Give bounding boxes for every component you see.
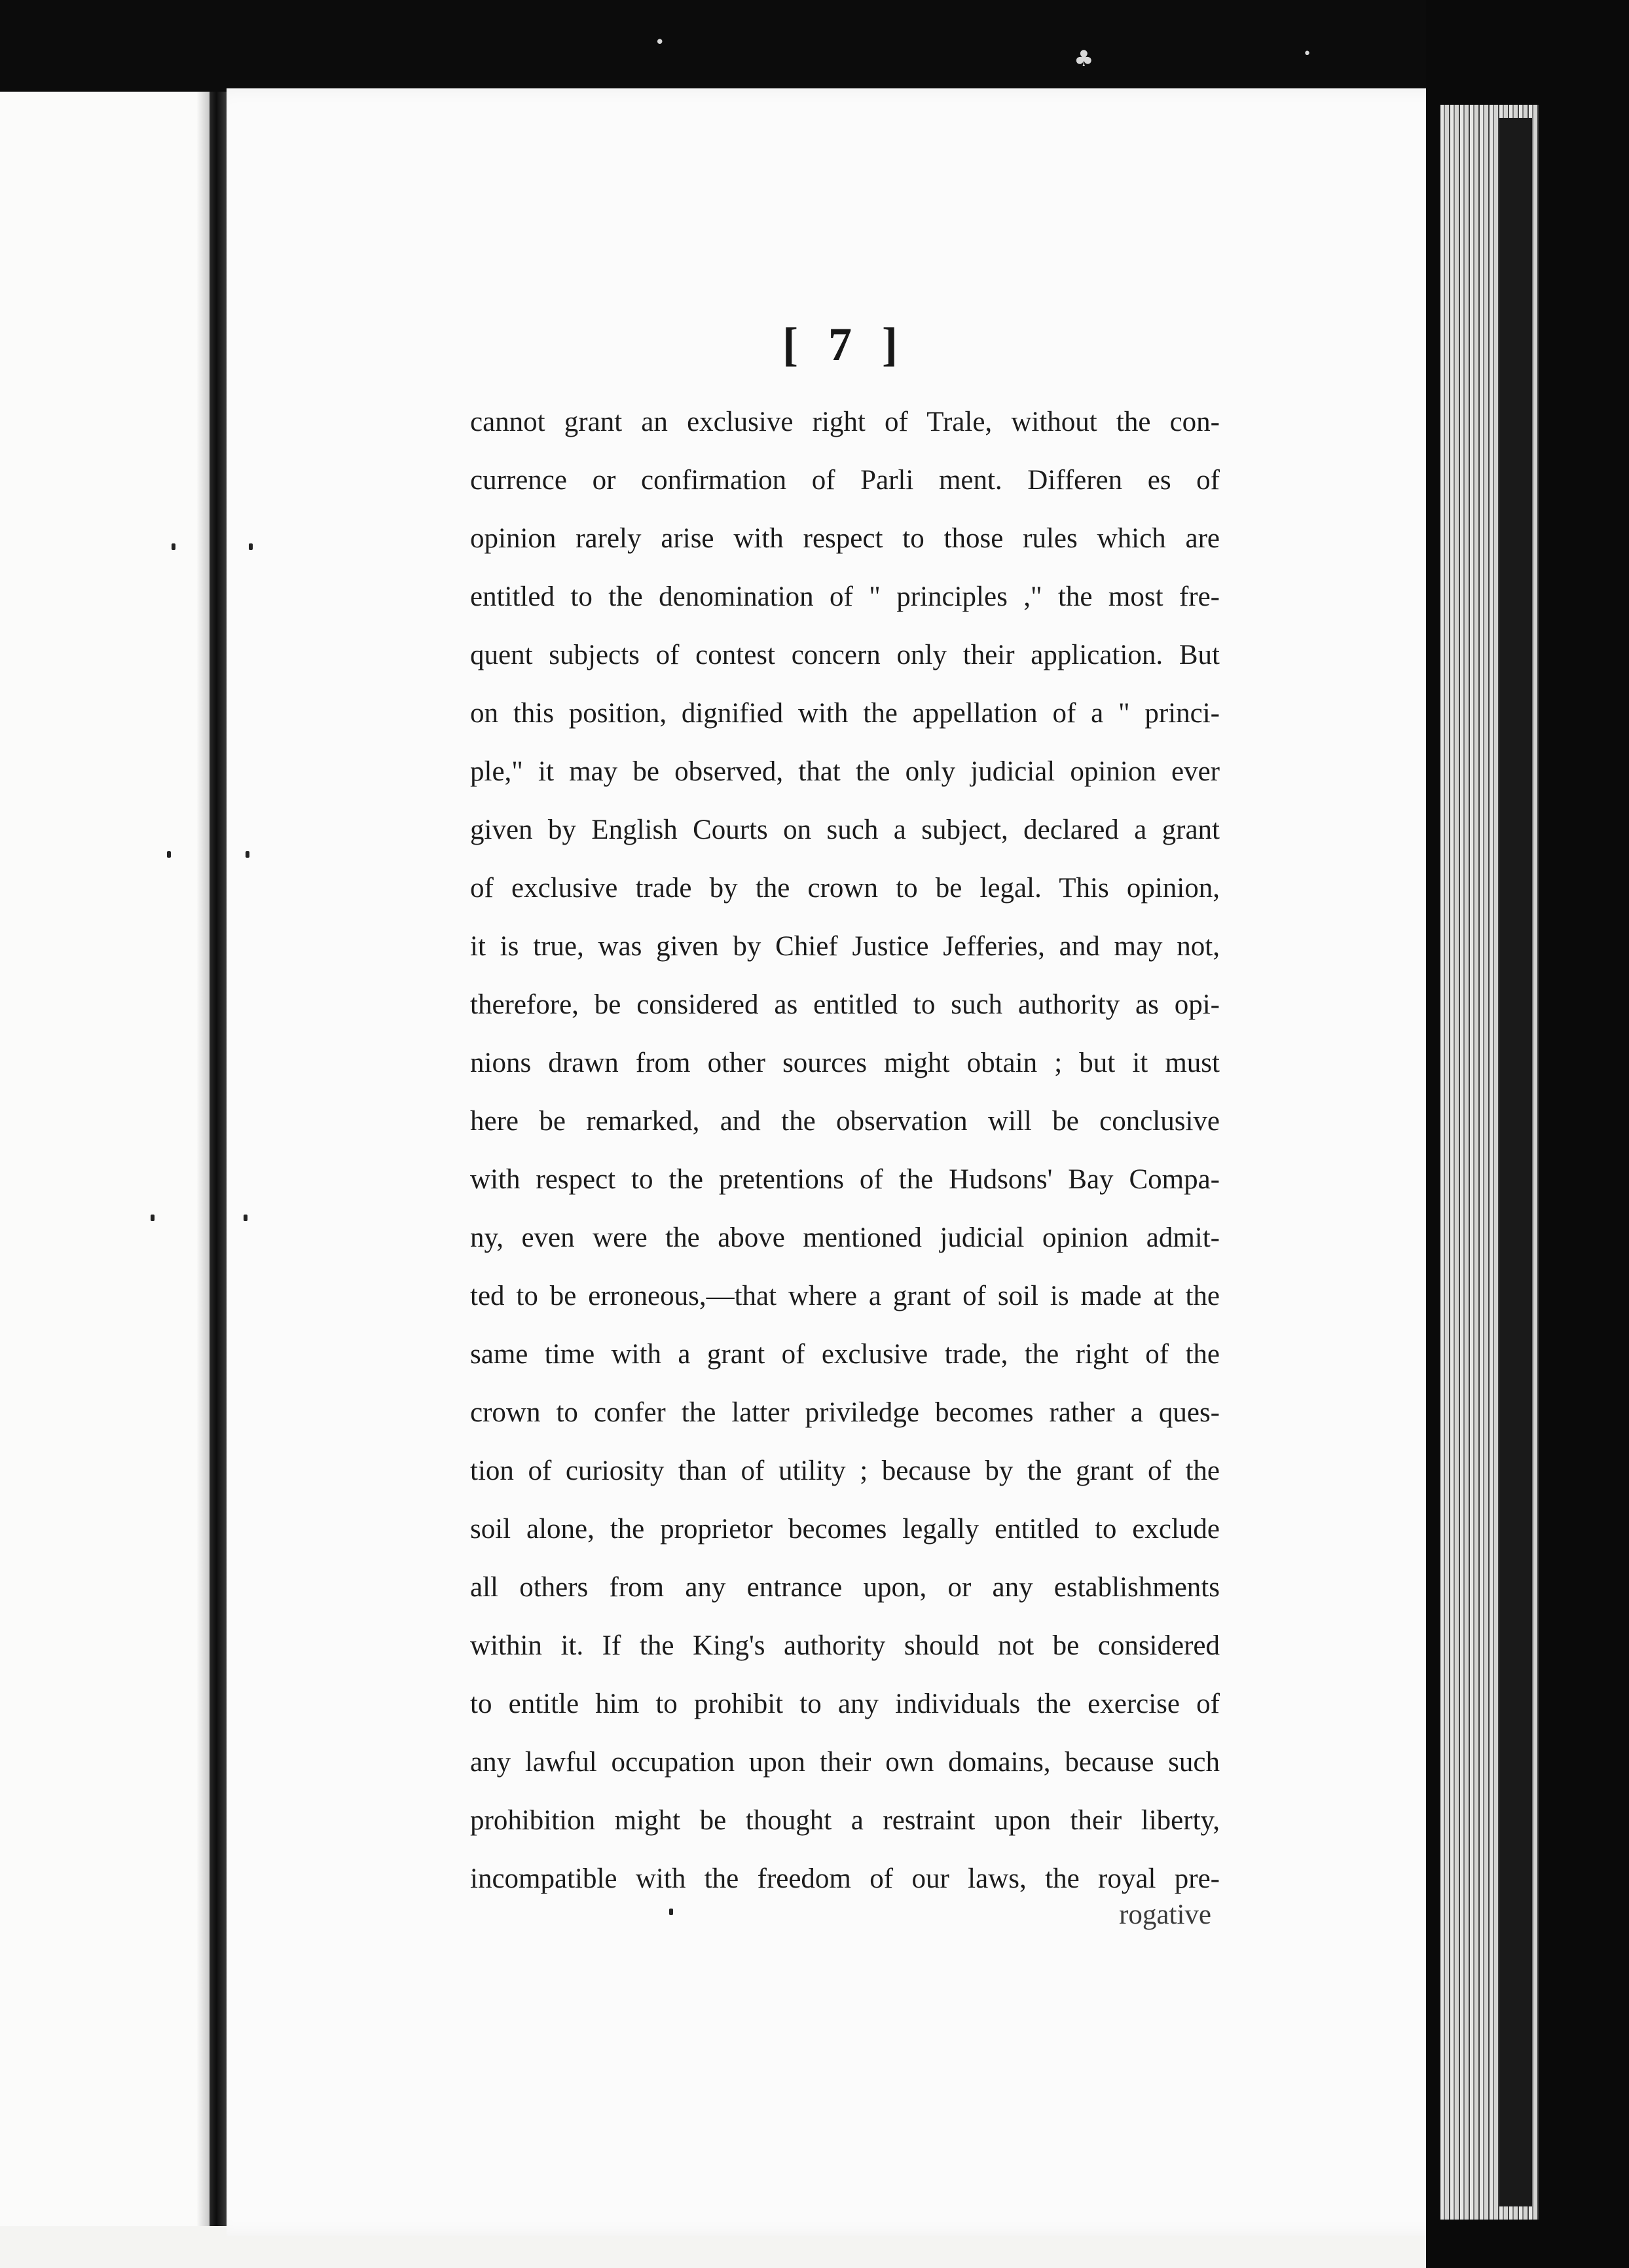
text-line: prohibition might be thought a restraint upon their liberty, (470, 1805, 1220, 1836)
ink-speck (151, 1215, 155, 1221)
facing-page-left (0, 92, 196, 2226)
text-line: ted to be erroneous,—that where a grant of soil is made at the (470, 1281, 1220, 1311)
ink-speck (167, 851, 171, 858)
text-line: entitled to the denomination of " principles ," the most fre- (470, 581, 1220, 612)
ink-speck (172, 543, 175, 550)
text-line: quent subjects of contest concern only their application. But (470, 640, 1220, 670)
ink-speck (669, 1909, 673, 1915)
scan-speck: • (1303, 46, 1311, 62)
text-line: of exclusive trade by the crown to be legal. This opinion, (470, 873, 1220, 904)
text-line: therefore, be considered as entitled to such authority as opi- (470, 989, 1220, 1020)
book-gutter (210, 92, 227, 2226)
text-line: on this position, dignified with the appellation of a " princi- (470, 698, 1220, 729)
ink-speck (246, 851, 249, 858)
text-line: cannot grant an exclusive right of Trale, without the con- (470, 407, 1220, 437)
text-line: opinion rarely arise with respect to those rules which are (470, 523, 1220, 554)
text-line: crown to confer the latter priviledge becomes rather a ques- (470, 1397, 1220, 1428)
text-line: ny, even were the above mentioned judicial opinion admit- (470, 1222, 1220, 1253)
scan-speck: • (655, 33, 665, 52)
text-line: all others from any entrance upon, or any establishments (470, 1572, 1220, 1603)
text-line: given by English Courts on such a subject, declared a grant (470, 814, 1220, 845)
page-edges-shadow (1499, 118, 1532, 2206)
ink-speck (244, 1215, 247, 1221)
text-line: soil alone, the proprietor becomes legally entitled to exclude (470, 1514, 1220, 1545)
page-number: [ 7 ] (782, 318, 907, 371)
scan-speck: ♣ (1074, 46, 1094, 72)
text-line: currence or confirmation of Parli ment. Differen es of (470, 465, 1220, 496)
text-line: incompatible with the freedom of our laws, the royal pre- (470, 1863, 1220, 1894)
text-line: with respect to the pretentions of the Hudsons' Bay Compa- (470, 1164, 1220, 1195)
text-line: it is true, was given by Chief Justice Jefferies, and may not, (470, 931, 1220, 962)
text-line: to entitle him to prohibit to any individuals the exercise of (470, 1689, 1220, 1719)
gutter-shadow (196, 92, 210, 2226)
ink-speck (249, 543, 253, 550)
body-text (470, 393, 1220, 1908)
text-line: here be remarked, and the observation will be conclusive (470, 1106, 1220, 1137)
scan-top-border (0, 0, 1629, 98)
catchword: rogative (1119, 1899, 1211, 1930)
text-line: ple," it may be observed, that the only judicial opinion ever (470, 756, 1220, 787)
text-line: any lawful occupation upon their own domains, because such (470, 1747, 1220, 1778)
text-line: nions drawn from other sources might obtain ; but it must (470, 1048, 1220, 1078)
text-line: same time with a grant of exclusive trade, the right of the (470, 1339, 1220, 1370)
text-line: tion of curiosity than of utility ; because by the grant of the (470, 1455, 1220, 1486)
text-line: within it. If the King's authority should not be considered (470, 1630, 1220, 1661)
